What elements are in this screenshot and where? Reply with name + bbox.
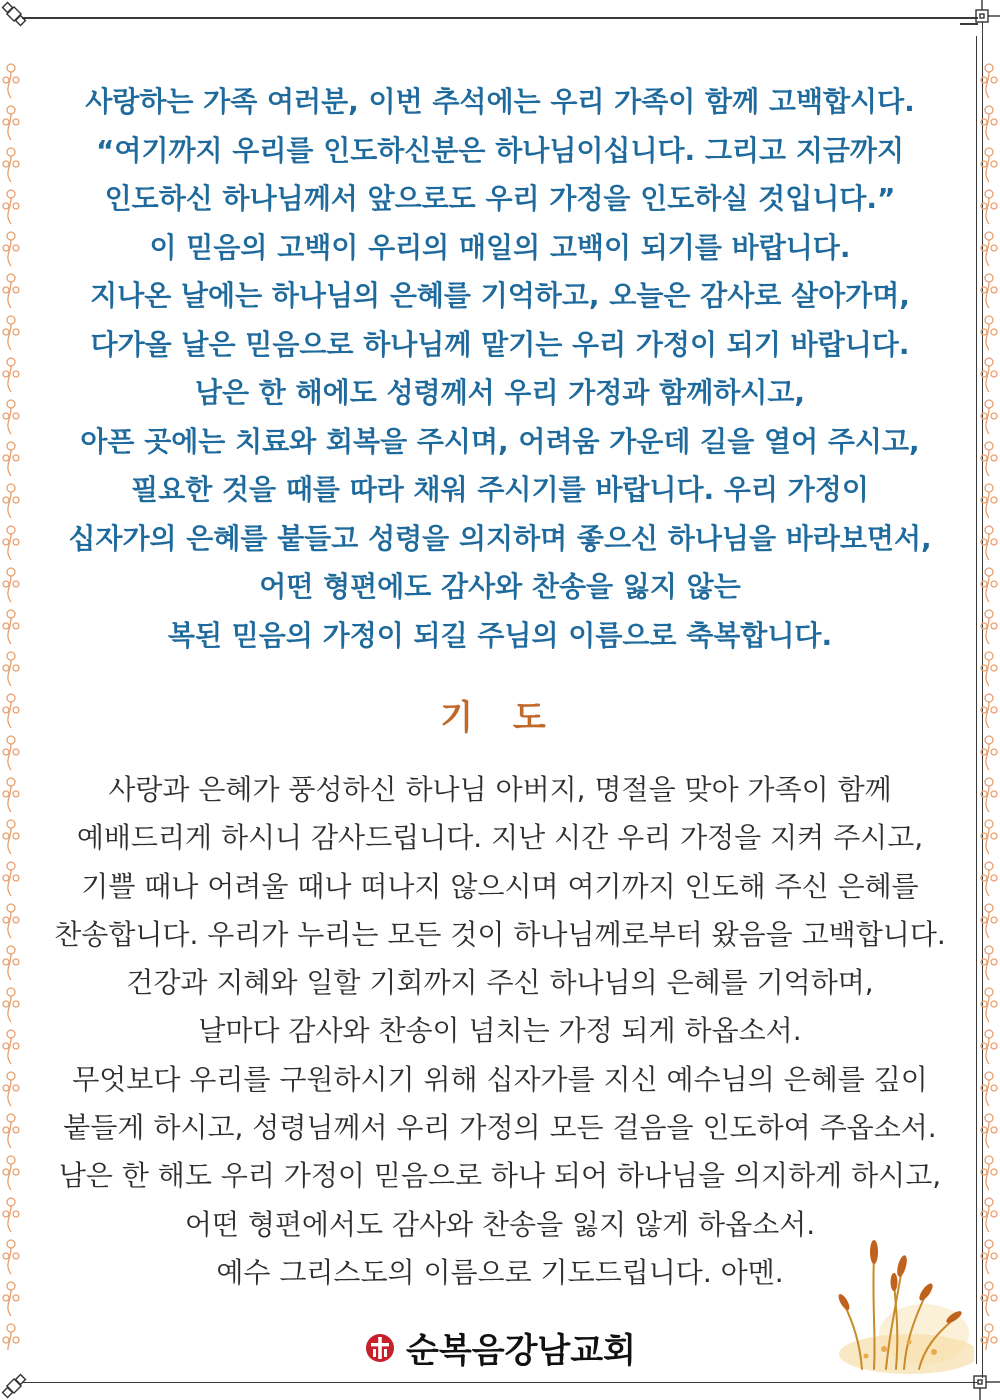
floral-motif-icon (3, 526, 19, 560)
floral-motif-icon (3, 1282, 19, 1316)
floral-motif-icon (3, 988, 19, 1022)
frame-border-bottom (22, 1382, 978, 1384)
blessing-line: “여기까지 우리를 인도하신분은 하나님이십니다. 그리고 지금까지 (95, 133, 905, 167)
autumn-grass-illustration-icon (814, 1214, 974, 1374)
prayer-line: 찬송합니다. 우리가 누리는 모든 것이 하나님께로부터 왔음을 고백합니다. (54, 917, 946, 951)
floral-motif-icon (981, 946, 997, 980)
floral-motif-icon (981, 190, 997, 224)
blessing-line: 어떤 형편에도 감사와 찬송을 잃지 않는 (259, 570, 741, 603)
blessing-line: 남은 한 해에도 성령께서 우리 가정과 함께하시고, (194, 376, 806, 409)
floral-motif-icon (3, 442, 19, 476)
floral-motif-icon (3, 1198, 19, 1232)
floral-motif-icon (3, 946, 19, 980)
floral-motif-icon (3, 652, 19, 686)
floral-motif-icon (3, 190, 19, 224)
prayer-line: 사랑과 은혜가 풍성하신 하나님 아버지, 명절을 맞아 가족이 함께 (108, 773, 892, 806)
floral-motif-icon (981, 358, 997, 392)
blessing-line: 인도하신 하나님께서 앞으로도 우리 가정을 인도하실 것입니다.” (104, 182, 896, 215)
floral-motif-icon (3, 106, 19, 140)
floral-motif-icon (3, 862, 19, 896)
blessing-line: 아픈 곳에는 치료와 회복을 주시며, 어려움 가운데 길을 열어 주시고, (80, 424, 920, 458)
floral-motif-icon (3, 1156, 19, 1190)
floral-motif-icon (981, 862, 997, 896)
prayer-line: 예수 그리스도의 이름으로 기도드립니다. 아멘. (216, 1255, 784, 1289)
prayer-title: 기 도 (440, 698, 560, 738)
floral-motif-icon (3, 1114, 19, 1148)
floral-motif-icon (3, 736, 19, 770)
blessing-line: 이 믿음의 고백이 우리의 매일의 고백이 되기를 바랍니다. (149, 230, 851, 264)
church-cross-logo-icon (364, 1332, 396, 1364)
prayer-line: 기쁠 때나 어려울 때나 떠나지 않으시며 여기까지 인도해 주신 은혜를 (81, 869, 919, 903)
floral-motif-icon (981, 820, 997, 854)
blessing-line: 지나온 날에는 하나님의 은혜를 기억하고, 오늘은 감사로 살아가며, (90, 279, 910, 312)
prayer-line: 무엇보다 우리를 구원하시기 위해 십자가를 지신 예수님의 은혜를 깊이 (72, 1062, 928, 1096)
church-name: 순복음강남교회 (406, 1331, 636, 1371)
floral-motif-icon (981, 1282, 997, 1316)
blessing-line: 다가올 날은 믿음으로 하나님께 맡기는 우리 가정이 되기 바랍니다. (90, 327, 910, 361)
floral-motif-icon (981, 316, 997, 350)
frame-border-top (22, 17, 978, 19)
floral-motif-icon (981, 400, 997, 434)
prayer-line: 붙들게 하시고, 성령님께서 우리 가정의 모든 걸음을 인도하여 주옵소서. (63, 1111, 937, 1145)
floral-motif-icon (3, 64, 19, 98)
floral-motif-icon (981, 652, 997, 686)
floral-motif-icon (981, 148, 997, 182)
blessing-line: 사랑하는 가족 여러분, 이번 추석에는 우리 가족이 함께 고백합시다. (85, 85, 915, 118)
blessing-line: 복된 믿음의 가정이 되길 주님의 이름으로 축복합니다. (167, 618, 833, 652)
prayer-line: 날마다 감사와 찬송이 넘치는 가정 되게 하옵소서. (198, 1014, 802, 1048)
floral-motif-icon (981, 484, 997, 518)
floral-motif-icon (3, 1240, 19, 1274)
prayer-line: 어떤 형편에서도 감사와 찬송을 잃지 않게 하옵소서. (184, 1207, 816, 1241)
prayer-line: 예배드리게 하시니 감사드립니다. 지난 시간 우리 가정을 지켜 주시고, (76, 821, 924, 855)
floral-motif-icon (981, 232, 997, 266)
floral-motif-icon (981, 988, 997, 1022)
floral-motif-icon (3, 568, 19, 602)
floral-motif-icon (981, 778, 997, 812)
floral-motif-icon (3, 316, 19, 350)
floral-motif-icon (981, 64, 997, 98)
floral-motif-icon (981, 106, 997, 140)
prayer-line: 건강과 지혜와 일할 기회까지 주신 하나님의 은혜를 기억하며, (126, 966, 874, 1000)
floral-motif-icon (981, 1114, 997, 1148)
floral-motif-icon (3, 358, 19, 392)
floral-motif-icon (3, 400, 19, 434)
floral-motif-icon (981, 1072, 997, 1106)
floral-motif-icon (3, 1072, 19, 1106)
floral-motif-icon (981, 526, 997, 560)
floral-motif-icon (981, 1240, 997, 1274)
floral-motif-icon (981, 610, 997, 644)
blessing-line: 십자가의 은혜를 붙들고 성령을 의지하며 좋으신 하나님을 바라보면서, (68, 521, 932, 555)
floral-motif-icon (3, 274, 19, 308)
floral-motif-icon (3, 820, 19, 854)
floral-motif-icon (981, 1198, 997, 1232)
blessing-line: 필요한 것을 때를 따라 채워 주시기를 바랍니다. 우리 가정이 (131, 473, 869, 506)
floral-motif-icon (981, 904, 997, 938)
floral-motif-icon (981, 1030, 997, 1064)
floral-motif-icon (981, 736, 997, 770)
corner-knot-ornament-icon (964, 0, 1000, 36)
floral-motif-icon (981, 568, 997, 602)
blessing-paragraph (40, 78, 960, 660)
floral-motif-icon (3, 610, 19, 644)
floral-motif-icon (3, 232, 19, 266)
corner-knot-ornament-icon (0, 0, 36, 36)
floral-motif-icon (981, 442, 997, 476)
floral-motif-icon (3, 1030, 19, 1064)
floral-motif-icon (3, 148, 19, 182)
prayer-line: 남은 한 해도 우리 가정이 믿음으로 하나 되어 하나님을 의지하게 하시고, (58, 1159, 942, 1193)
floral-motif-icon (981, 274, 997, 308)
floral-motif-icon (3, 904, 19, 938)
floral-motif-icon (3, 778, 19, 812)
floral-motif-icon (981, 1156, 997, 1190)
floral-motif-icon (3, 484, 19, 518)
